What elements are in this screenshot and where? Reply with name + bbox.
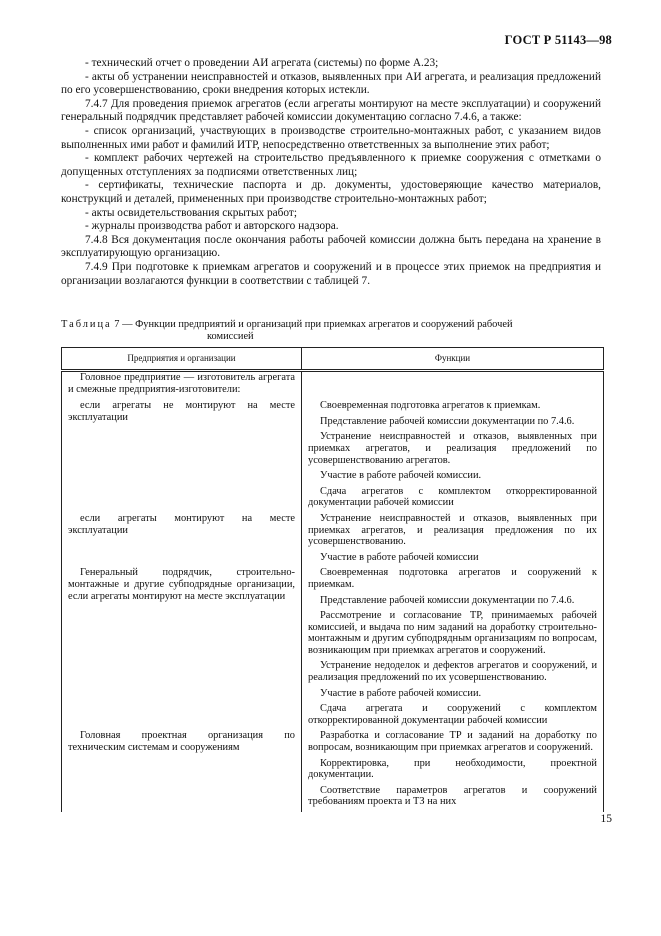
organization-text: Генеральный подрядчик, строительно-монтажные и другие субподрядные организации, если агрегаты монтируют на месте эксплуатации xyxy=(68,567,295,602)
paragraph: - список организаций, участвующих в производстве строительно-монтажных работ, с указанием видов выполненных ими работ и фамилий ИТР, непосредственно ответственных за выполнение этих работ; xyxy=(61,124,601,151)
organization-text: если агрегаты монтируют на месте эксплуатации xyxy=(68,512,295,536)
paragraph: - комплект рабочих чертежей на строительство предъявленного к приемке сооружения с отметками о допущенных отступлениях за подписями ответственных лиц; xyxy=(61,152,601,178)
page-number: 15 xyxy=(600,813,612,825)
paragraph: 7.4.7 Для проведения приемок агрегатов (если агрегаты монтируют на месте эксплуатации) и сооружений генеральный подрядчик представляет рабочей комиссии документацию согласно 7.4.6, а также: xyxy=(61,97,601,124)
function-item: Своевременная подготовка агрегатов к приемкам. xyxy=(320,400,541,412)
paragraph: - журналы производства работ и авторского надзора. xyxy=(85,220,339,233)
paragraph: 7.4.8 Вся документация после окончания работы рабочей комиссии должна быть передана на хранение в эксплуатирующую организацию. xyxy=(61,233,601,260)
functions-table xyxy=(61,347,604,812)
caption-text-cont: комиссией xyxy=(207,331,254,342)
organization-cell xyxy=(62,513,302,567)
table-caption xyxy=(61,319,601,343)
function-item: Устранение недоделок и дефектов агрегатов и сооружений, и реализация предложений по их усовершенствованию. xyxy=(308,660,597,684)
organization-text: Головное предприятие — изготовитель агрегата и смежные предприятия-изготовители: xyxy=(68,372,295,395)
table-row xyxy=(62,730,604,812)
paragraph: - акты освидетельствования скрытых работ; xyxy=(85,206,298,219)
function-item: Разработка и согласование ТР и заданий на доработку по вопросам, возникающим при приемках агрегатов и сооружений. xyxy=(308,730,597,754)
function-item: Своевременная подготовка агрегатов и сооружений к приемкам. xyxy=(308,567,597,590)
function-item: Представление рабочей комиссии документации по 7.4.6. xyxy=(320,415,575,427)
functions-cell xyxy=(302,371,604,401)
function-item: Участие в работе рабочей комиссии. xyxy=(320,470,482,482)
function-item: Представление рабочей комиссии документации по 7.4.6. xyxy=(320,594,575,606)
function-item: Участие в работе рабочей комиссии. xyxy=(320,687,482,699)
caption-text: — Функции предприятий и организаций при приемках агрегатов и сооружений рабочей xyxy=(122,319,513,330)
function-item: Рассмотрение и согласование ТР, принимаемых рабочей комиссией, и выдача по ним заданий на доработку строительно-монтажным и другим субподрядным организациям по вопросам, возникающим при приемках агрегатов и сооружений. xyxy=(308,610,597,656)
caption-label: Таблица xyxy=(61,319,112,330)
table-row xyxy=(62,567,604,730)
function-item: Устранение неисправностей и отказов, выявленных при приемках агрегатов, и реализация предложения по их усовершенствованию. xyxy=(308,512,597,548)
organization-cell xyxy=(62,371,302,401)
body-text xyxy=(61,57,601,288)
function-item: Корректировка, при необходимости, проектной документации. xyxy=(308,757,597,781)
functions-cell xyxy=(302,567,604,730)
function-item: Участие в работе рабочей комиссии xyxy=(320,551,479,563)
paragraph: 7.4.9 При подготовке к приемкам агрегатов и сооружений и в процессе этих приемок на предприятия и организации возлагаются функции в соответствии с таблицей 7. xyxy=(61,260,601,287)
organization-text: Головная проектная организация по техническим системам и сооружениям xyxy=(68,730,295,754)
functions-cell xyxy=(302,730,604,812)
function-item: Соответствие параметров агрегатов и сооружений требованиям проекта и ТЗ на них xyxy=(308,784,597,808)
organization-cell xyxy=(62,730,302,812)
caption-number: 7 xyxy=(114,319,120,330)
table-row xyxy=(62,371,604,401)
paragraph: - сертификаты, технические паспорта и др. документы, удостоверяющие качество материалов, конструкций и деталей, примененных при производстве строительно-монтажных работ; xyxy=(61,179,601,205)
functions-cell xyxy=(302,513,604,567)
table-row xyxy=(62,400,604,513)
function-item: Сдача агрегатов с комплектом откорректированной документации рабочей комиссии xyxy=(308,485,597,509)
organization-text: если агрегаты не монтируют на месте эксплуатации xyxy=(68,400,295,423)
functions-cell xyxy=(302,400,604,513)
table-header-row xyxy=(62,348,604,371)
paragraph: - технический отчет о проведении АИ агрегата (системы) по форме А.23; xyxy=(85,57,439,69)
paragraph: - акты об устранении неисправностей и отказов, выявленных при АИ агрегата, и реализация предложений по его усовершенствованию, сроки внедрения которых истекли. xyxy=(61,70,601,97)
function-item: Устранение неисправностей и отказов, выявленных при приемках агрегатов, и реализация предложений по усовершенствованию агрегатов. xyxy=(308,431,597,466)
function-item: Сдача агрегата и сооружений с комплектом откорректированной документации рабочей комиссии xyxy=(308,703,597,726)
organization-cell xyxy=(62,567,302,730)
column-header-organizations: Предприятия и организации xyxy=(62,348,302,371)
standard-header: ГОСТ Р 51143—98 xyxy=(504,33,612,47)
column-header-functions: Функции xyxy=(302,348,604,371)
organization-cell xyxy=(62,400,302,513)
table-row xyxy=(62,513,604,567)
